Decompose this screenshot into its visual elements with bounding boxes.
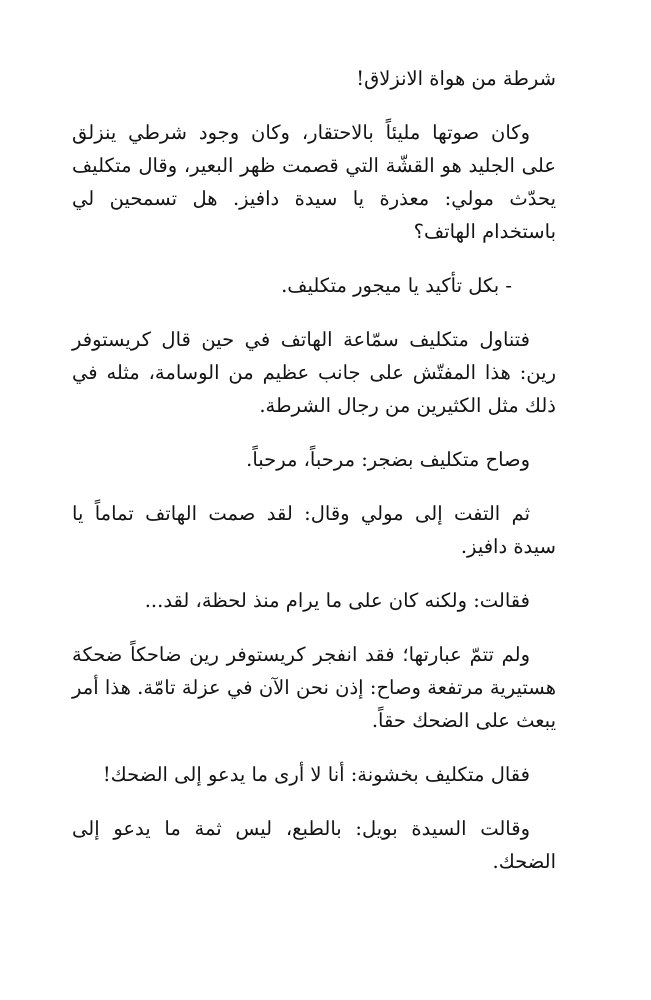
paragraph: وقالت السيدة بويل: بالطبع، ليس ثمة ما يدعو إلى الضحك. <box>72 817 556 873</box>
paragraph: وصاح متكليف بضجر: مرحباً، مرحباً. <box>246 448 530 471</box>
paragraph: فقالت: ولكنه كان على ما يرام منذ لحظة، لقد... <box>144 589 530 612</box>
paragraph-opening-line: شرطة من هواة الانزلاق! <box>356 67 556 90</box>
paragraph: ثم التفت إلى مولي وقال: لقد صمت الهاتف تماماً يا سيدة دافيز. <box>72 502 556 558</box>
paragraph: فقال متكليف بخشونة: أنا لا أرى ما يدعو إلى الضحك! <box>102 763 530 786</box>
paragraph: وكان صوتها مليئاً بالاحتقار، وكان وجود شرطي ينزلق على الجليد هو القشّة التي قصمت ظهر البعير، وقال متكليف يحدّث مولي: معذرة يا سيدة دافيز. هل تسمحين لي باستخدام الهاتف؟ <box>72 121 556 243</box>
dialogue-line: - بكل تأكيد يا ميجور متكليف. <box>281 274 512 297</box>
paragraph: ولم تتمّ عبارتها؛ فقد انفجر كريستوفر رين ضاحكاً ضحكة هستيرية مرتفعة وصاح: إذن نحن الآن في عزلة تامّة. هذا أمر يبعث على الضحك حقاً. <box>72 643 556 732</box>
page-text <box>72 62 556 899</box>
paragraph: فتناول متكليف سمّاعة الهاتف في حين قال كريستوفر رين: هذا المفتّش على جانب عظيم من الوسامة، مثله في ذلك مثل الكثيرين من رجال الشرطة. <box>72 328 556 417</box>
